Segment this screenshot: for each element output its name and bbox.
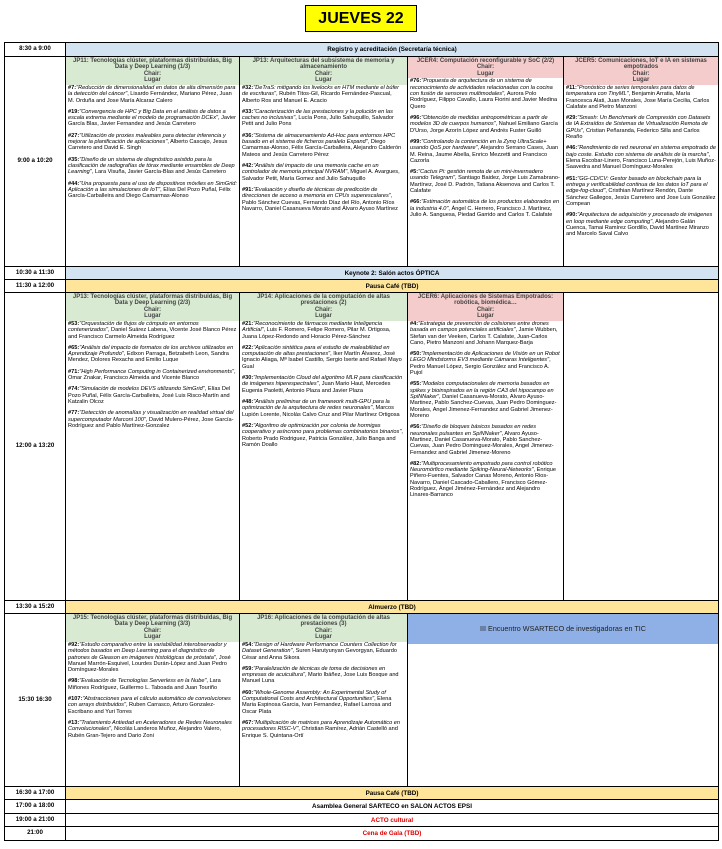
paper-id: #13:	[68, 720, 80, 726]
place-label: Lugar	[632, 77, 650, 84]
paper-item	[242, 690, 405, 715]
paper-id: #59:	[242, 665, 254, 672]
paper-item	[68, 109, 237, 128]
paper-item	[242, 666, 405, 685]
coffee-break-band: Pausa Café (TBD)	[66, 787, 719, 800]
session-title: JCER5: Comunicaciones, IoT e IA en sistemas empotrados	[575, 58, 707, 71]
session-title: JP16: Aplicaciones de la computación de altas prestaciones (3)	[257, 615, 390, 628]
paper-title: "Análisis preliminar de un framework multi-GPU para la optimización de la arquitectura de redes neuronales"	[242, 399, 390, 412]
chair-label: Chair:	[143, 306, 162, 313]
paper-id: #48:	[242, 399, 254, 405]
session-jp13	[240, 57, 408, 267]
paper-title: "Arquitectura de adquisición y procesado de imágenes en loop mediante edge computing"	[566, 212, 713, 225]
paper-id: #91:	[242, 186, 254, 193]
paper-item	[566, 212, 716, 237]
paper-title: "Multiplicación de matrices para Aprendizaje Automático en procesadores RISC-V"	[242, 720, 400, 733]
paper-item	[410, 424, 561, 456]
paper-title: "Una propuesta para el uso de dispositivos móviles en SimGrid: Aplicación a las simulaciones de IoT"	[68, 180, 237, 193]
paper-authors: , Pedro Manuel López, Sergio González and Francisco A. Pujol	[410, 357, 551, 377]
paper-list	[66, 321, 239, 429]
paper-id: #4:	[410, 320, 419, 327]
session-title: JP13: Arquitecturas del subsistema de memoria y almacenamiento	[252, 58, 395, 71]
paper-authors: , Lara Miñones Rodríguez, Guillermo L. Taboada and Juan Touriño	[68, 678, 221, 691]
session-title: JP14: Aplicaciones de la computación de altas prestaciones (2)	[257, 294, 390, 307]
paper-item	[242, 642, 405, 661]
paper-title: "Design of Hardware Performance Counters Collection for Dataset Generation"	[242, 641, 397, 655]
session-title: JCER6: Aplicaciones de Sistemas Empotrados: robótica, biomédica…	[417, 294, 554, 307]
paper-authors: , Roberto Prado Rodriguez, Patricia González, Julio Banga and Ramón Doallo	[242, 429, 403, 448]
paper-title: "Controlando la contención en la Zynq UltraScale+ usando QoS por hardware"	[410, 138, 547, 152]
session-header	[240, 293, 407, 321]
session-jcer6	[408, 293, 564, 601]
paper-item	[68, 386, 237, 405]
paper-authors: , David Mulero-Pérez, Jose García-Rodríguez and Pablo Martínez-Gonzalez	[68, 416, 234, 429]
paper-id: #5:	[410, 169, 419, 176]
place-label: Lugar	[315, 634, 332, 641]
paper-id: #77:	[68, 410, 80, 417]
paper-id: #67:	[242, 720, 254, 726]
paper-authors: , Alejandro Serrano Cases, Juan M. Reina, Jaume Abella, Enrico Mezzetti and Francisco Cazorla	[410, 145, 559, 164]
paper-id: #107:	[68, 696, 83, 703]
paper-id: #82:	[410, 460, 422, 467]
paper-id: #66:	[410, 199, 422, 206]
paper-item	[68, 369, 237, 382]
time-slot: 8:30 a 9:00	[5, 43, 66, 57]
time-slot: 13:30 a 15:20	[5, 601, 66, 614]
paper-title: "Estimación automática de los productos elaborados en la industria 4.0"	[410, 199, 560, 212]
paper-id: #42:	[242, 163, 254, 169]
time-slot: 9:00 a 10:20	[5, 57, 66, 267]
paper-title: "Estrategia de prevención de colisiones entre drones basada en campos potenciales artificiales"	[410, 320, 549, 334]
chair-label: Chair:	[476, 306, 495, 313]
paper-title: "Pronóstico de series temporales para datos de temperatura con TinyML"	[566, 84, 695, 98]
paper-id: #65:	[68, 344, 80, 351]
paper-item	[566, 115, 716, 140]
paper-item	[242, 85, 405, 104]
session-jp16	[240, 614, 408, 787]
paper-item	[566, 145, 716, 170]
paper-title: "Abstracciones para el cálculo automático de convoluciones con arrays distribuidos"	[68, 696, 231, 709]
paper-id: #36:	[242, 132, 254, 139]
paper-authors: , José Manuel Marrón-Esquivel, Lourdes Durán-López and Juan Pedro Domínguez-Morales	[68, 654, 231, 674]
paper-authors: , Javier García Blas, Javier Fernandez and Jesús Carretero	[68, 115, 237, 128]
paper-item	[242, 163, 405, 182]
paper-title: "Utilización de proxies maleables para detectar inferencia y mejorar la planificación de aplicaciones"	[68, 132, 226, 146]
paper-authors: , Enrique Piñero-Fuentes, Salvador Canas Moreno, Antonio Rios-Navarro, Daniel Cascado-Caballero, Francisco Gómez-Rodríguez, Ángel Jiménez-Fernández and Alejandro Linares-Barranco	[410, 467, 556, 499]
paper-authors: , Elías Del Pozo Puñal, Félix García-Carballeira and Diego Camarmas-Alonso	[68, 186, 231, 200]
paper-id: #96:	[410, 114, 422, 121]
place-label: Lugar	[477, 313, 494, 320]
paper-id: #32:	[242, 84, 254, 91]
time-slot: 11:30 a 12:00	[5, 280, 66, 293]
paper-title: "Paralelización de técnicas de toma de decisiones en empresas de acuicultura"	[242, 665, 386, 679]
paper-title: "Propuesta de arquitectura de un sistema de reconocimiento de actividades relacionadas con la cocina con fusión de sensores multimodales"	[410, 78, 553, 98]
session-header	[564, 57, 718, 85]
paper-title: "Evaluación y diseño de técnicas de predicción de direcciones de acceso a memoria en CPUs superescalares"	[242, 186, 391, 200]
session-header	[66, 614, 239, 642]
session-jp15	[66, 614, 240, 787]
paper-list	[240, 321, 407, 448]
paper-authors: , Iker Martín Álvarez, José Ignacio Aliaga, Mª Isabel Castillo, Sergio Iserte and Rafael Mayo Gual	[242, 351, 402, 370]
time-slot: 10:30 a 11:30	[5, 267, 66, 280]
paper-id: #98:	[68, 678, 80, 685]
paper-id: #50:	[410, 351, 422, 358]
paper-title: "Diseño de un sistema de diagnóstico asistido para la clasificación de radiografías de tórax mediante ensambles de Deep Learning"	[68, 156, 235, 176]
paper-authors: , Suren Harutyunyan Gevorgyan, Eduardo César and Anna Sikora	[242, 648, 397, 661]
paper-item	[68, 720, 237, 739]
session-title: JP15: Tecnologías clúster, plataformas distribuidas, Big Data y Deep Learning (3/3)	[72, 615, 233, 628]
paper-id: #33:	[242, 108, 254, 115]
paper-item	[68, 345, 237, 364]
paper-id: #29:	[566, 115, 578, 122]
paper-id: #27:	[68, 132, 80, 139]
paper-title: "Tratamiento Antiedad en Aceleradores de Redes Neuronales Convolucionales"	[68, 720, 232, 733]
place-label: Lugar	[315, 313, 332, 320]
paper-id: #92:	[68, 641, 80, 648]
paper-authors: , Ruben Carrasco, Arturo Gonzalez-Escribano and Yuri Torres	[68, 702, 215, 715]
time-slot: 12:00 a 13:20	[5, 293, 66, 601]
time-slot: 17:00 a 18:00	[5, 800, 66, 814]
paper-authors: , Alvaro Ayuso-Martinez, Daniel Casanueva-Morato, Pablo Sanchez-Cuevas, Juan Pedro Dominguez-Morales, Angel Jimenez-Fernandez and Gabriel Jimenez-Moreno	[410, 430, 554, 456]
paper-title: "Multiprocesamiento empotrado para control robótico Neuromórfico mediante Spiking-Neural-Networks"	[410, 460, 553, 474]
paper-title: "Algoritmo de optimización por colonia de hormigas cooperativo y asíncrono para problemas combinatorios binarios"	[242, 422, 402, 436]
paper-item	[410, 139, 561, 164]
paper-id: #7:	[68, 84, 77, 91]
session-header	[240, 614, 407, 642]
paper-list	[66, 642, 239, 739]
paper-item	[410, 381, 561, 419]
session-jp13-2	[66, 293, 240, 601]
paper-authors: , Elena Maria Espinosa Garcia, Ivan Fernandez, Rafael Larrosa and Oscar Plata	[242, 696, 392, 715]
chair-label: Chair:	[143, 70, 162, 77]
paper-item	[68, 642, 237, 674]
paper-authors: , Elías Del Pozo Puñal, Félix García-Carballeira, José Luis Risco-Martín and Katzalin Olcoz	[68, 386, 231, 405]
paper-authors: , Christian Ramírez, Adrián Castelló and Enrique S. Quintana-Ortí	[242, 726, 398, 739]
paper-authors: , Luis F. Romero, Felipe Romero, Pilar M. Ortigosa, Juana López-Redondo and Horacio Pérez-Sánchez	[242, 327, 391, 340]
paper-id: #19:	[68, 108, 80, 115]
schedule-table	[4, 42, 719, 841]
paper-title: "Rendimiento de red neuronal en sistema empotrado de bajo coste. Estudio con sistema de análisis de la marcha"	[566, 145, 717, 158]
paper-item	[566, 85, 716, 110]
assembly-band: Asamblea General SARTECO en SALON ACTOS EPSI	[66, 800, 719, 814]
paper-title: "Reconocimiento de fármacos mediante Inteligencia Artificial"	[242, 320, 383, 334]
paper-list	[408, 78, 563, 218]
paper-authors: , Pablo Sánchez Cuevas, Fernando Díaz del Río, Antonio Ríos Navarro, Daniel Casanueva Morato and Álvaro Ayuso Martínez	[242, 193, 398, 212]
paper-id: #71:	[68, 368, 80, 375]
paper-title: "Detección de anomalías y visualización en realidad virtual del supercomputador Marconi 100"	[68, 410, 234, 423]
paper-id: #55:	[410, 381, 422, 388]
paper-authors: , Lisardo Fernández, Mariano Pérez, Juan M. Orduña and Jose María Alcaraz Calero	[68, 91, 232, 104]
paper-title: "Simulación de modelos DEVS utilizando SimGrid"	[79, 386, 205, 393]
paper-title: "Estudio comparativo entre la variabilidad interobservador y métodos basados en Deep Learning para el diagnóstico de patrones de Gleason en imágenes histológicas de próstata"	[68, 641, 227, 661]
paper-authors: , Diego Camarmas-Alonso, Félix García-Carballeira, Alejandro Calderón Mateos and Jesús Carretero Pérez	[242, 139, 402, 158]
day-title: JUEVES 22	[305, 5, 417, 32]
paper-item	[410, 461, 561, 499]
paper-title: "GG-CD/CV: Gestor basado en blockchain para la entrega y verificabilidad continua de los datos IoT para el edge-fog-cloud"	[566, 175, 708, 195]
paper-authors: , Omar Znakar, Francisco Almeida and Vicente Blanco	[68, 368, 236, 382]
place-label: Lugar	[144, 634, 161, 641]
paper-authors: , Miguel A. Avargues, Salvador Petit, María Gomez and Julio Sahuquillo	[242, 169, 400, 182]
paper-list	[66, 85, 239, 200]
paper-id: #21:	[242, 320, 254, 327]
paper-authors: , Lucía Pons, Julio Sahuquillo, Salvador Petit and Julio Pons	[242, 115, 394, 128]
paper-item	[242, 720, 405, 739]
chair-label: Chair:	[476, 64, 495, 71]
paper-item	[410, 78, 561, 110]
paper-item	[242, 133, 405, 158]
paper-authors: , Lara Visuña, Javier García-Blas and Jesús Carretero	[91, 169, 226, 176]
paper-item	[242, 345, 405, 370]
paper-item	[242, 109, 405, 128]
session-title: JP11: Tecnologías clúster, plataformas distribuidas, Big Data y Deep Learning (1/3)	[73, 58, 232, 71]
paper-id: #52:	[242, 422, 254, 429]
registration-band: Registro y acreditación (Secretaría técnica)	[66, 43, 719, 57]
place-label: Lugar	[144, 313, 161, 320]
encuentro-slot	[408, 614, 719, 787]
paper-item	[242, 399, 405, 418]
empty-slot	[564, 293, 719, 601]
lunch-band: Almuerzo (TBD)	[66, 601, 719, 614]
paper-item	[68, 85, 237, 104]
paper-title: "Implementación de Aplicaciones de Visión en un Robot LEGO Mindstorms EV3 mediante Cámaras Inteligentes"	[410, 351, 560, 364]
paper-title: "Convergencia de HPC y Big Data en el análisis de datos a escala extrema mediante el modelo de programación DCEx"	[68, 108, 226, 122]
paper-title: "Whole-Genome Assembly: An Experimental Study of Computational Costs and Architectural Opportunities"	[242, 689, 386, 703]
paper-authors: , Cristhian Martínez Rendón, Dante Sánchez Gallegos, Jesús Carretero and Jose Luis González Compean	[566, 188, 716, 207]
paper-id: #56:	[410, 424, 422, 431]
paper-id: #11:	[566, 84, 577, 91]
paper-authors: , Mario Ibáñez, Jose Luis Bosque and Manuel Luna	[242, 672, 399, 685]
paper-list	[240, 642, 407, 739]
session-header	[408, 57, 563, 78]
paper-title: "Análisis del impacto de formatos de los archivos utilizados en Aprendizaje Profundo"	[68, 344, 234, 358]
paper-authors: , Ángel C. Herrero, Francisco J. Martínez, Julio A. Sanguesa, Piedad Garrido and Carlos T. Calafate	[410, 205, 553, 219]
paper-item	[566, 176, 716, 208]
paper-title: "Obtención de medidas antropométricas a partir de modelos 3D de cuerpos humanos"	[410, 114, 548, 128]
paper-id: #76:	[410, 78, 422, 85]
time-slot: 19:00 a 21:00	[5, 814, 66, 827]
paper-id: #90:	[566, 212, 578, 219]
paper-id: #30:	[242, 375, 254, 382]
session-jp14	[240, 293, 408, 601]
session-header	[240, 57, 407, 85]
session-title: JP13: Tecnologías clúster, plataformas distribuidas, Big Data y Deep Learning (2/3)	[72, 294, 233, 307]
paper-item	[68, 678, 237, 691]
place-label: Lugar	[144, 77, 161, 84]
paper-list	[408, 321, 563, 499]
paper-id: #44:	[68, 180, 80, 187]
session-jp11	[66, 57, 240, 267]
paper-title: "Aplicación sintética para el estudio de maleabilidad en computación de altas prestaciones"	[242, 344, 390, 358]
paper-item	[242, 187, 405, 212]
paper-id: #22:	[242, 344, 254, 351]
session-jcer5	[564, 57, 719, 267]
paper-item	[410, 199, 561, 218]
paper-title: "Implementación Cloud del algoritmo MLR para clasificación de imágenes hiperespectrales"	[242, 375, 403, 388]
place-label: Lugar	[477, 70, 494, 77]
paper-list	[564, 85, 718, 238]
paper-item	[410, 321, 561, 346]
session-header	[408, 293, 563, 321]
paper-item	[242, 321, 405, 340]
paper-item	[68, 410, 237, 429]
paper-id: #99:	[410, 138, 422, 145]
paper-authors: , Rubén Titos-Gil, Ricardo Fernández-Pascual, Alberto Ros and Manuel E. Acacio	[242, 91, 392, 104]
time-slot: 15:30 16:30	[5, 614, 66, 787]
chair-label: Chair:	[143, 627, 162, 634]
paper-authors: , Edixon Parraga, Betzabeth Leon, Sandra Mendez, Dolores Rexachs and Emilio Luque	[68, 351, 229, 364]
paper-title: "Reducción de dimensionalidad en datos de alta dimensión para la detección del cáncer"	[68, 84, 236, 98]
place-label: Lugar	[315, 77, 332, 84]
time-slot: 21:00	[5, 827, 66, 841]
paper-authors: , Daniel Casanueva-Morato, Alvaro Ayuso-Martinez, Pablo Sanchez-Cuevas, Juan Pedro Dominguez-Morales, Angel Jimenez-Fernandez and Gabriel Jimenez-Moreno	[410, 394, 557, 419]
paper-authors: , Alejandro Galán Cuenca, Tamai Ramírez Gordillo, David Martínez Miranzo and Marcelo Saval Calvo	[566, 218, 709, 238]
paper-authors: , Daniel Suárez Labena, Vicente José Blanco Pérez and Francisco Carmelo Almeida Rodríguez	[68, 327, 237, 340]
paper-id: #51:	[566, 175, 578, 182]
chair-label: Chair:	[632, 70, 650, 77]
paper-id: #60:	[242, 689, 254, 696]
paper-id: #54:	[242, 641, 254, 648]
keynote-band: Keynote 2: Salón actos ÓPTICA	[66, 267, 719, 280]
paper-item	[68, 133, 237, 152]
paper-authors: , Cristian Peñaranda, Federico Silla and Carlos Reaño	[566, 127, 700, 141]
paper-id: #53:	[68, 320, 80, 327]
coffee-break-band: Pausa Café (TBD)	[66, 280, 719, 293]
chair-label: Chair:	[314, 70, 333, 77]
time-slot: 16:30 a 17:00	[5, 787, 66, 800]
paper-authors: , Alberto Cascajo, Jesus Carretero and David E. Singh	[68, 139, 228, 152]
paper-item	[410, 115, 561, 134]
paper-title: "Modelos computacionales de memoria basados en spikes y bioinspirados en la región CA3 del hipocampo en SpiNNaker"	[410, 381, 554, 400]
session-header	[66, 57, 239, 85]
paper-id: #74:	[68, 386, 80, 393]
paper-authors: , Jamie Wubben, Stefan van der Veeken, Carlos T. Calafate, Juan-Carlos Cano, Pietro Manzoni and Johann Marquez-Barja	[410, 327, 558, 346]
paper-item	[242, 423, 405, 448]
paper-authors: , Juan Mario Haut, Mercedes Eugenia Paoletti, Antonio Plaza and Javier Plaza	[242, 381, 391, 394]
session-title: JCER4: Computación reconfigurable y SoC (2/2)	[416, 58, 555, 64]
paper-authors: , Benjamin Arratia, María Francesca Alati, Juan Morales, Jose María Cecilia, Carlos Calafate and Pietro Manzoni	[566, 91, 710, 110]
paper-authors: , Marcos Lupión Lorente, Nicolás Calvo Cruz and Pilar Martínez Ortigosa	[242, 405, 400, 418]
paper-title: "High Performance Computing in Containerized environments"	[79, 368, 234, 375]
paper-item	[68, 696, 237, 715]
paper-item	[410, 169, 561, 194]
chair-label: Chair:	[314, 306, 333, 313]
chair-label: Chair:	[314, 627, 333, 634]
paper-authors: , Aurora Polo Rodríguez, Filippo Cavallo, Laura Fiorini and Javier Medina Quero	[410, 91, 558, 110]
paper-title: "Cactus Pi: gestión remota de un mini-invernadero usando Telegram"	[410, 169, 543, 182]
paper-authors: , Nicolás Landeros Muñoz, Alejandro Valero, Rubén Gran-Tejero and Dario Zoni	[68, 726, 222, 739]
paper-item	[68, 321, 237, 340]
cultural-act-band: ACTO cultural	[66, 814, 719, 827]
paper-list	[240, 85, 407, 212]
paper-authors: , Santiago Baidez, Jorge Luis Zamabrano-Martínez, José D. Padrón, Tatiana Aksenova and Carlos T. Calafate	[410, 175, 560, 195]
paper-title: "DeTraS: mitigando los livelocks en HTM mediante el búfer de escrituras"	[242, 84, 400, 98]
paper-title: "Orquestación de flujos de cómputo en entornos contenerizados"	[68, 320, 199, 334]
paper-title: "Sistema de almacenamiento Ad-Hoc para entornos HPC basado en el sistema de ficheros paralelo Expand"	[242, 132, 396, 146]
paper-title: "Caracterización de las prestaciones y la polución en las caches no inclusivas"	[242, 108, 393, 122]
paper-item	[242, 375, 405, 394]
paper-authors: , Elena Escobar-Linero, Francisco Luna-Perejón, Luis Muñoz-Saavedra and Manuel Domínguez-Morales	[566, 151, 716, 171]
session-jcer4	[408, 57, 564, 267]
paper-item	[410, 351, 561, 376]
paper-title: "Smash: Un Benchmark de Compresión con Datasets de IA Extraídos de Sistemas de Virtualización Remota de GPUs"	[566, 115, 711, 134]
encuentro-banner: III Encuentro WSARTECO de investigadoras en TIC	[408, 614, 718, 644]
paper-title: "Diseño de bloques básicos basados en redes neuronales pulsantes en SpiNNaker"	[410, 424, 537, 437]
paper-item	[68, 181, 237, 200]
paper-title: "Evaluación de Tecnologías Serverless en la Nube"	[79, 678, 207, 685]
paper-item	[68, 157, 237, 176]
session-header	[66, 293, 239, 321]
paper-id: #35:	[68, 156, 80, 163]
paper-id: #46:	[566, 145, 578, 152]
gala-dinner-band: Cena de Gala (TBD)	[66, 827, 719, 841]
paper-authors: , Nahuel Emiliano García D'Urso, Jorge Azorín López and Andrés Fuster Guilló	[410, 121, 558, 134]
paper-title: "Análisis del impacto de una memoria cache en un controlador de memoria principal NVRAM"	[242, 163, 379, 176]
